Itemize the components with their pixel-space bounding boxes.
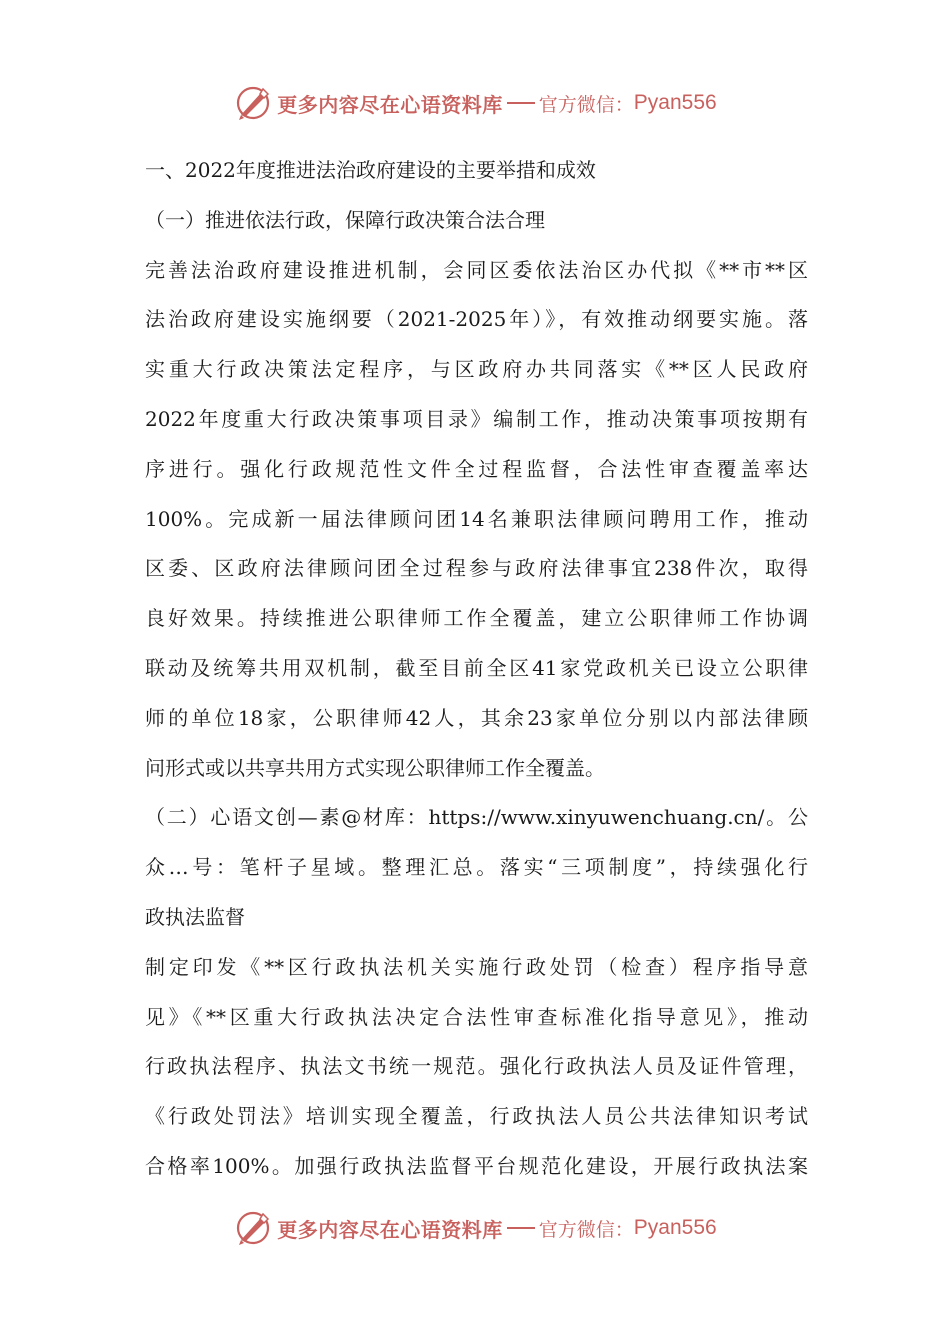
official-wechat-label: 官方微信： [538,1218,634,1241]
footer-banner [0,1203,950,1253]
paragraph-line: 区委、区政府法律顾问团全过程参与政府法律事宜238件次，取得 [145,556,808,581]
wechat-id: Pyan556 [633,91,717,114]
paragraph-line: 问形式或以共享共用方式实现公职律师工作全覆盖。 [145,755,605,780]
paragraph-line: 制定印发《**区行政执法机关实施行政处罚（检查）程序指导意 [145,954,808,979]
official-wechat-label: 官方微信： [538,93,634,116]
pen-logo-icon [233,1208,273,1248]
paragraph-line: 《行政处罚法》培训实现全覆盖，行政执法人员公共法律知识考试 [145,1104,808,1129]
banner-dash [507,1227,535,1229]
paragraph-line: 良好效果。持续推进公职律师工作全覆盖，建立公职律师工作协调 [145,606,808,631]
paragraph-line: 合格率100%。加强行政执法监督平台规范化建设，开展行政执法案 [145,1153,808,1178]
paragraph-line: 行政执法程序、执法文书统一规范。强化行政执法人员及证件管理， [145,1054,808,1079]
paragraph-line: 序进行。强化行政规范性文件全过程监督，合法性审查覆盖率达 [145,456,808,481]
paragraph-line: 师的单位18家，公职律师42人，其余23家单位分别以内部法律顾 [145,705,808,730]
wechat-id: Pyan556 [633,1216,717,1239]
subsection-heading: （一）推进依法行政，保障行政决策合法合理 [145,207,545,232]
paragraph-line: 法治政府建设实施纲要（2021-2025年）》，有效推动纲要实施。落 [145,307,808,332]
brand-text: 更多内容尽在心语资料库 [277,1217,503,1242]
section-heading: 一、2022年度推进法治政府建设的主要举措和成效 [145,158,596,182]
paragraph-line: 联动及统筹共用双机制，截至目前全区41家党政机关已设立公职律 [145,655,808,680]
document-body [145,146,808,1192]
header-banner [0,78,950,128]
banner-dash [507,102,535,104]
paragraph-line: 完善法治政府建设推进机制，会同区委依法治区办代拟《**市**区 [145,257,808,282]
paragraph-line: 2022年度重大行政决策事项目录》编制工作，推动决策事项按期有 [145,406,808,431]
brand-text: 更多内容尽在心语资料库 [277,92,503,117]
subsection-heading: 众…号：笔杆子星域。整理汇总。落实“三项制度”，持续强化行 [145,855,808,880]
paragraph-line: 100%。完成新一届法律顾问团14名兼职法律顾问聘用工作，推动 [145,506,808,531]
paragraph-line: 实重大行政决策法定程序，与区政府办共同落实《**区人民政府 [145,357,808,382]
subsection-heading: （二）心语文创—素@材库：https://www.xinyuwenchuang.cn/。公 [145,805,808,830]
paragraph-line: 见》《**区重大行政执法决定合法性审查标准化指导意见》，推动 [145,1004,808,1029]
subsection-heading: 政执法监督 [145,904,245,929]
pen-logo-icon [233,83,273,123]
